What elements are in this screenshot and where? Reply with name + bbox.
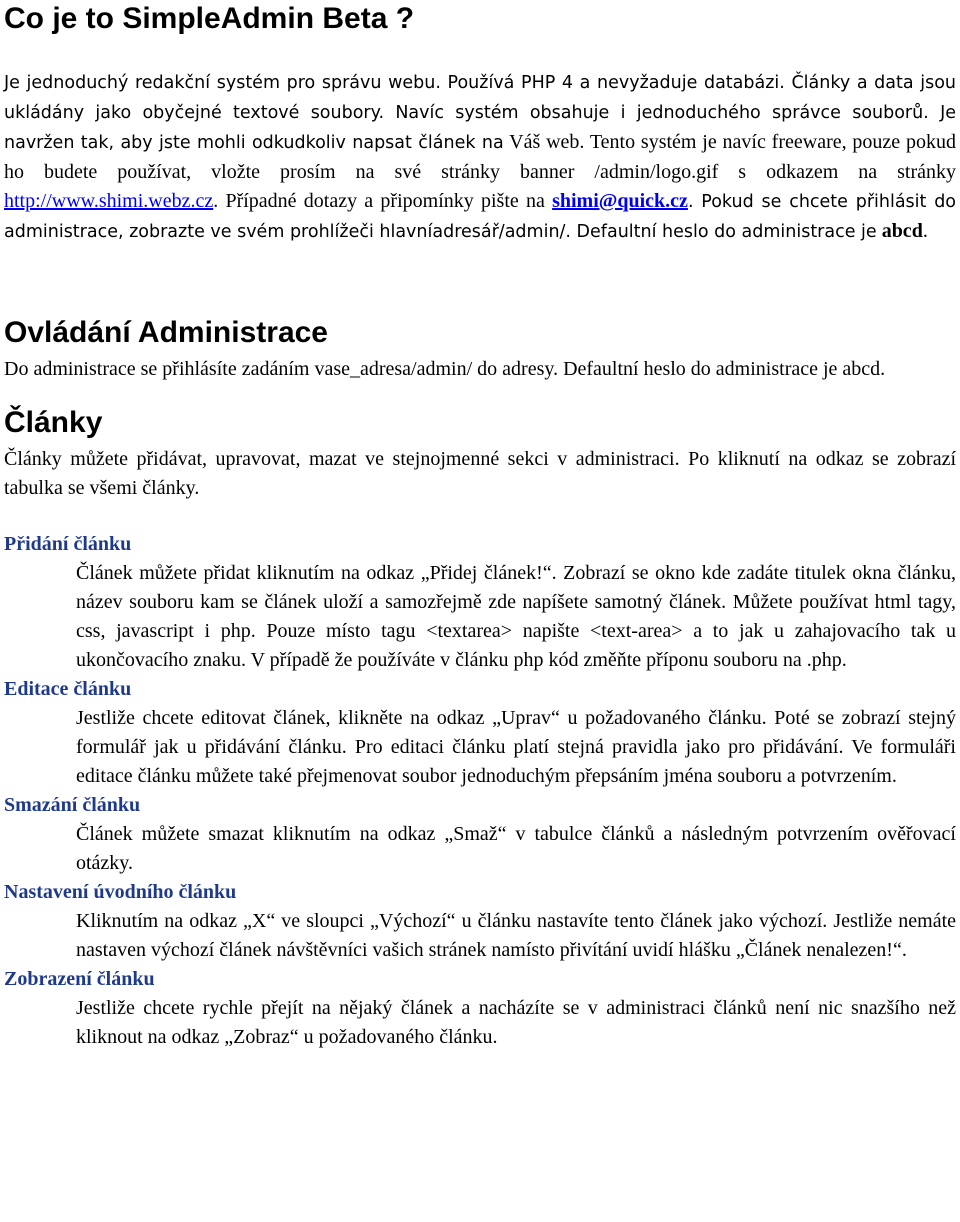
section-heading-articles: Články — [4, 406, 103, 439]
page-title: Co je to SimpleAdmin Beta ? — [4, 2, 415, 35]
subsection-text: Jestliže chcete rychle přejít na nějaký článek a nacházíte se v administraci článků není nic snazšího než kliknout na odkaz „Zobraz“ u požadovaného článku. — [76, 997, 956, 1048]
document-page — [4, 0, 956, 1052]
website-link[interactable]: http://www.shimi.webz.cz — [4, 190, 214, 212]
subsection-heading: Nastavení úvodního článku — [4, 881, 237, 903]
section-heading-admin: Ovládání Administrace — [4, 316, 328, 349]
intro-text-2: Váš web. Tento systém je navíc freeware, pouze pokud ho budete používat, vložte prosím na své stránky banner /admin/logo.gif s odkazem na stránky — [4, 131, 956, 183]
subsection-list — [4, 530, 956, 1052]
email-link[interactable]: shimi@quick.cz — [552, 190, 688, 212]
subsection-heading: Editace článku — [4, 678, 132, 700]
section-text-admin: Do administrace se přihlásíte zadáním vase_adresa/admin/ do adresy. Defaultní heslo do administrace je abcd. — [4, 358, 886, 380]
subsection-text: Článek můžete přidat kliknutím na odkaz „Přidej článek!“. Zobrazí se okno kde zadáte titulek okna článku, název souboru kam se článek uloží a samozřejmě zde napíšete samotný článek. Můžete používat html tagy, css, javascript i php. Pouze místo tagu <textarea> napište <text-area> a to jak u zahajovacího tak u ukončovacího znaku. V případě že používáte v článku php kód změňte příponu souboru na .php. — [76, 562, 956, 671]
intro-text-5: . — [922, 220, 928, 242]
intro-paragraph — [4, 68, 956, 247]
subsection-heading: Zobrazení článku — [4, 968, 155, 990]
subsection-heading: Přidání článku — [4, 533, 132, 555]
subsection-text: Kliknutím na odkaz „X“ ve sloupci „Výchozí“ u článku nastavíte tento článek jako výchozí. Jestliže nemáte nastaven výchozí článek návštěvníci vašich stránek namísto přivítání uvidí hlášku „Článek nenalezen!“. — [76, 910, 956, 961]
subsection-text: Článek můžete smazat kliknutím na odkaz „Smaž“ v tabulce článků a následným potvrzením ověřovací otázky. — [76, 823, 956, 874]
intro-text-1: Je jednoduchý redakční systém pro správu webu. Používá PHP 4 a nevyžaduje databázi. Články a data jsou ukládány jako obyčejné textové soubory. Navíc systém obsahuje i jednoduchého správce souborů. Je navržen tak, aby jste mohli odkudkoliv napsat článek na — [4, 73, 956, 153]
subsection-heading: Smazání článku — [4, 794, 141, 816]
subsection-text: Jestliže chcete editovat článek, klikněte na odkaz „Uprav“ u požadovaného článku. Poté se zobrazí stejný formulář jak u přidávání článku. Pro editaci článku platí stejná pravidla jako pro přidávání. Ve formuláři editace článku můžete také přejmenovat soubor jednoduchým přepsáním jména souboru a potvrzením. — [76, 707, 956, 787]
intro-text-3: . Případné dotazy a připomínky pište na — [213, 190, 545, 212]
section-text-articles: Články můžete přidávat, upravovat, mazat ve stejnojmenné sekci v administraci. Po kliknutí na odkaz se zobrazí tabulka se všemi články. — [4, 448, 956, 499]
default-password: abcd — [881, 220, 923, 242]
intro-text-4: . Pokud se chcete přihlásit do administrace, zobrazte ve svém prohlížeči hlavníadresář/admin/. Defaultní heslo do administrace je — [4, 192, 957, 242]
